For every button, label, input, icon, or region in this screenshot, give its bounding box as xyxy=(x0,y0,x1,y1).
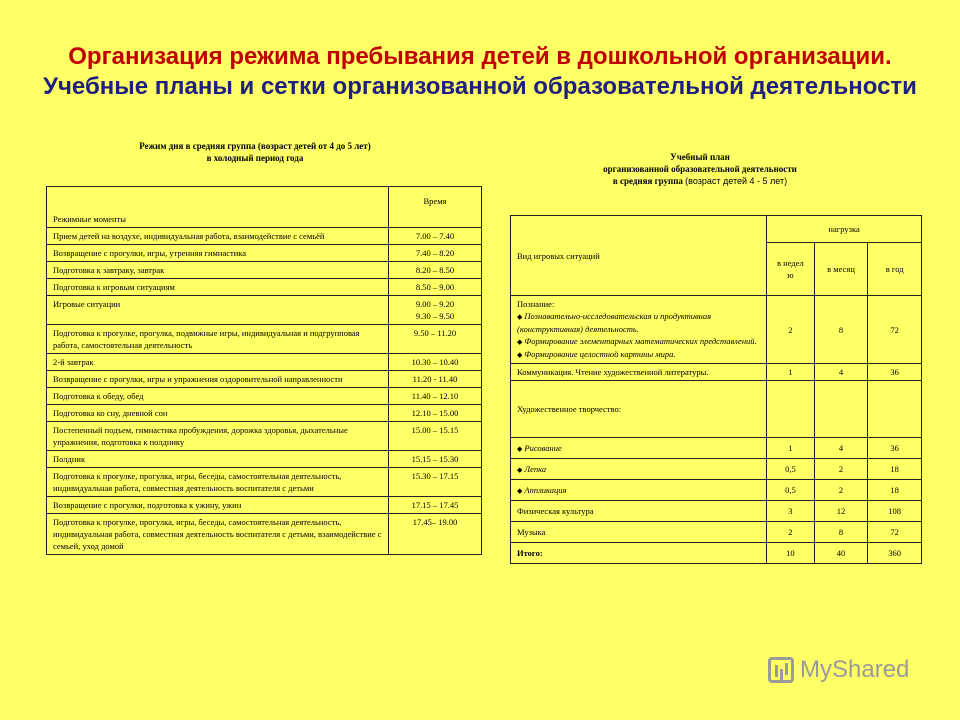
cell-month: 8 xyxy=(814,296,868,364)
cell-month: 40 xyxy=(814,543,868,564)
table-row xyxy=(47,371,482,388)
cell-week: 1 xyxy=(767,364,815,381)
cell-year: 18 xyxy=(868,459,922,480)
list-item: ◆ Рисование xyxy=(517,442,760,455)
cell-empty xyxy=(767,381,815,438)
table-row xyxy=(47,245,482,262)
activity-cell: Подготовка к завтраку, завтрак xyxy=(47,262,389,279)
time-cell: 7.40 – 8.20 xyxy=(389,245,482,262)
list-item: ◆ Лепка xyxy=(517,463,760,476)
schedule-caption xyxy=(60,140,450,164)
time-cell: 15.00 – 15.15 xyxy=(389,422,482,451)
music-cell: Музыка xyxy=(511,522,767,543)
table-row xyxy=(511,522,922,543)
title-line-2: Учебные планы и сетки организованной образовательной деятельности xyxy=(43,73,917,100)
plan-caption-line-2: организованной образовательной деятельности xyxy=(603,164,797,174)
activity-cell: Возвращение с прогулки, игры и упражнения оздоровительной направленности xyxy=(47,371,389,388)
table-row xyxy=(511,296,922,364)
header-activity: Режимные моменты xyxy=(47,187,389,228)
activity-cell: 2-й завтрак xyxy=(47,354,389,371)
cell-year: 18 xyxy=(868,480,922,501)
table-row xyxy=(47,262,482,279)
activity-cell: Подготовка к прогулке, прогулка, игры, беседы, самостоятельная деятельность, индивидуальная работа, совместная деятельность воспитателя с детьми xyxy=(47,468,389,497)
cell-week: 10 xyxy=(767,543,815,564)
table-row xyxy=(47,388,482,405)
header-load: нагрузка xyxy=(767,216,922,243)
page-title xyxy=(0,42,960,102)
cognition-title: Познание: xyxy=(517,299,555,309)
cell-month: 12 xyxy=(814,501,868,522)
study-plan-table xyxy=(510,215,922,564)
plan-caption-group: в средняя группа xyxy=(612,176,683,186)
plan-caption xyxy=(560,151,840,187)
daily-schedule-table xyxy=(46,186,482,555)
total-cell: Итого: xyxy=(511,543,767,564)
cell-week: 2 xyxy=(767,522,815,543)
header-type: Вид игровых ситуаций xyxy=(511,216,767,296)
activity-cell: Подготовка к прогулке, прогулка, игры, беседы, самостоятельная деятельность, индивидуальная работа, совместная деятельность воспитателя с детьми, взаимодействие с семьей, уход домой xyxy=(47,514,389,555)
applique-cell xyxy=(511,480,767,501)
table-row xyxy=(47,354,482,371)
time-cell: 12.10 – 15.00 xyxy=(389,405,482,422)
activity-cell: Игровые ситуации xyxy=(47,296,389,325)
activity-cell: Подготовка ко сну, дневной сон xyxy=(47,405,389,422)
activity-cell: Подготовка к игровым ситуациям xyxy=(47,279,389,296)
cell-empty xyxy=(868,381,922,438)
time-cell: 17.45– 19.00 xyxy=(389,514,482,555)
cell-week: 0,5 xyxy=(767,480,815,501)
pe-cell: Физическая культура xyxy=(511,501,767,522)
table-row xyxy=(511,381,922,438)
header-week: в недел ю xyxy=(767,243,815,296)
time-cell: 11.20 - 11.40 xyxy=(389,371,482,388)
cell-week: 2 xyxy=(767,296,815,364)
bar-chart-icon xyxy=(768,657,794,683)
watermark-text: MyShared xyxy=(800,656,910,683)
table-row xyxy=(511,501,922,522)
time-cell: 7.00 – 7.40 xyxy=(389,228,482,245)
header-year: в год xyxy=(868,243,922,296)
time-cell: 15.15 – 15.30 xyxy=(389,451,482,468)
cell-empty xyxy=(814,381,868,438)
table-row xyxy=(511,543,922,564)
communication-cell: Коммуникация. Чтение художественной литературы. xyxy=(511,364,767,381)
art-cell: Художественное творчество: xyxy=(511,381,767,438)
activity-cell: Полдник xyxy=(47,451,389,468)
cell-week: 3 xyxy=(767,501,815,522)
title-line-1: Организация режима пребывания детей в дошкольной организации. xyxy=(68,43,892,70)
time-cell: 17.15 – 17.45 xyxy=(389,497,482,514)
table-row xyxy=(47,422,482,451)
header-month: в месяц xyxy=(814,243,868,296)
table-row xyxy=(47,468,482,497)
activity-cell: Возвращение с прогулки, игры, утренняя гимнастика xyxy=(47,245,389,262)
drawing-cell xyxy=(511,438,767,459)
plan-caption-line-1: Учебный план xyxy=(670,152,730,162)
time-cell: 11.40 – 12.10 xyxy=(389,388,482,405)
list-item: ◆ Формирование элементарных математических представлений. xyxy=(517,335,760,348)
cell-year: 36 xyxy=(868,364,922,381)
table-row xyxy=(47,325,482,354)
table-row xyxy=(47,228,482,245)
schedule-caption-line-1: Режим дня в средняя группа (возраст детей от 4 до 5 лет) xyxy=(139,141,371,151)
table-row xyxy=(47,451,482,468)
plan-caption-age: (возраст детей 4 - 5 лет) xyxy=(685,176,788,186)
table-header-row xyxy=(511,216,922,243)
table-row xyxy=(47,514,482,555)
cognition-cell xyxy=(511,296,767,364)
cell-month: 2 xyxy=(814,459,868,480)
cell-year: 108 xyxy=(868,501,922,522)
list-item: ◆ Познавательно-исследовательская и продуктивная (конструктивная) деятельность. xyxy=(517,310,760,335)
cell-month: 2 xyxy=(814,480,868,501)
activity-cell: Подготовка к обеду, обед xyxy=(47,388,389,405)
table-row xyxy=(511,438,922,459)
cell-month: 4 xyxy=(814,438,868,459)
schedule-caption-line-2: в холодный период года xyxy=(206,153,304,163)
table-row xyxy=(511,364,922,381)
cell-month: 4 xyxy=(814,364,868,381)
cognition-list xyxy=(517,310,760,361)
table-row xyxy=(47,405,482,422)
list-item: ◆ Формирование целостной картины мира. xyxy=(517,348,760,361)
cell-year: 72 xyxy=(868,296,922,364)
cell-week: 1 xyxy=(767,438,815,459)
cell-month: 8 xyxy=(814,522,868,543)
plan-caption-line-3 xyxy=(560,175,840,187)
time-cell: 10.30 – 10.40 xyxy=(389,354,482,371)
table-row xyxy=(47,497,482,514)
time-cell: 15.30 – 17.15 xyxy=(389,468,482,497)
cell-year: 36 xyxy=(868,438,922,459)
activity-cell: Прием детей на воздухе, индивидуальная работа, взаимодействие с семьёй xyxy=(47,228,389,245)
cell-year: 360 xyxy=(868,543,922,564)
time-cell: 8.20 – 8.50 xyxy=(389,262,482,279)
table-header-row xyxy=(47,187,482,228)
table-row xyxy=(511,459,922,480)
activity-cell: Подготовка к прогулке, прогулка, подвижные игры, индивидуальная и подгрупповая работа, самостоятельная деятельность xyxy=(47,325,389,354)
time-cell: 9.00 – 9.20 9.30 – 9.50 xyxy=(389,296,482,325)
list-item: ◆ Аппликация xyxy=(517,484,760,497)
cell-week: 0,5 xyxy=(767,459,815,480)
table-row xyxy=(47,279,482,296)
time-cell: 9.50 – 11.20 xyxy=(389,325,482,354)
table-row xyxy=(511,480,922,501)
cell-year: 72 xyxy=(868,522,922,543)
watermark-logo xyxy=(768,656,909,684)
modeling-cell xyxy=(511,459,767,480)
activity-cell: Возвращение с прогулки, подготовка к ужину, ужин xyxy=(47,497,389,514)
header-time: Время xyxy=(389,187,482,228)
time-cell: 8.50 – 9.00 xyxy=(389,279,482,296)
table-row xyxy=(47,296,482,325)
activity-cell: Постепенный подъем, гимнастика пробуждения, дорожка здоровья, дыхательные упражнения, подготовка к полднику xyxy=(47,422,389,451)
